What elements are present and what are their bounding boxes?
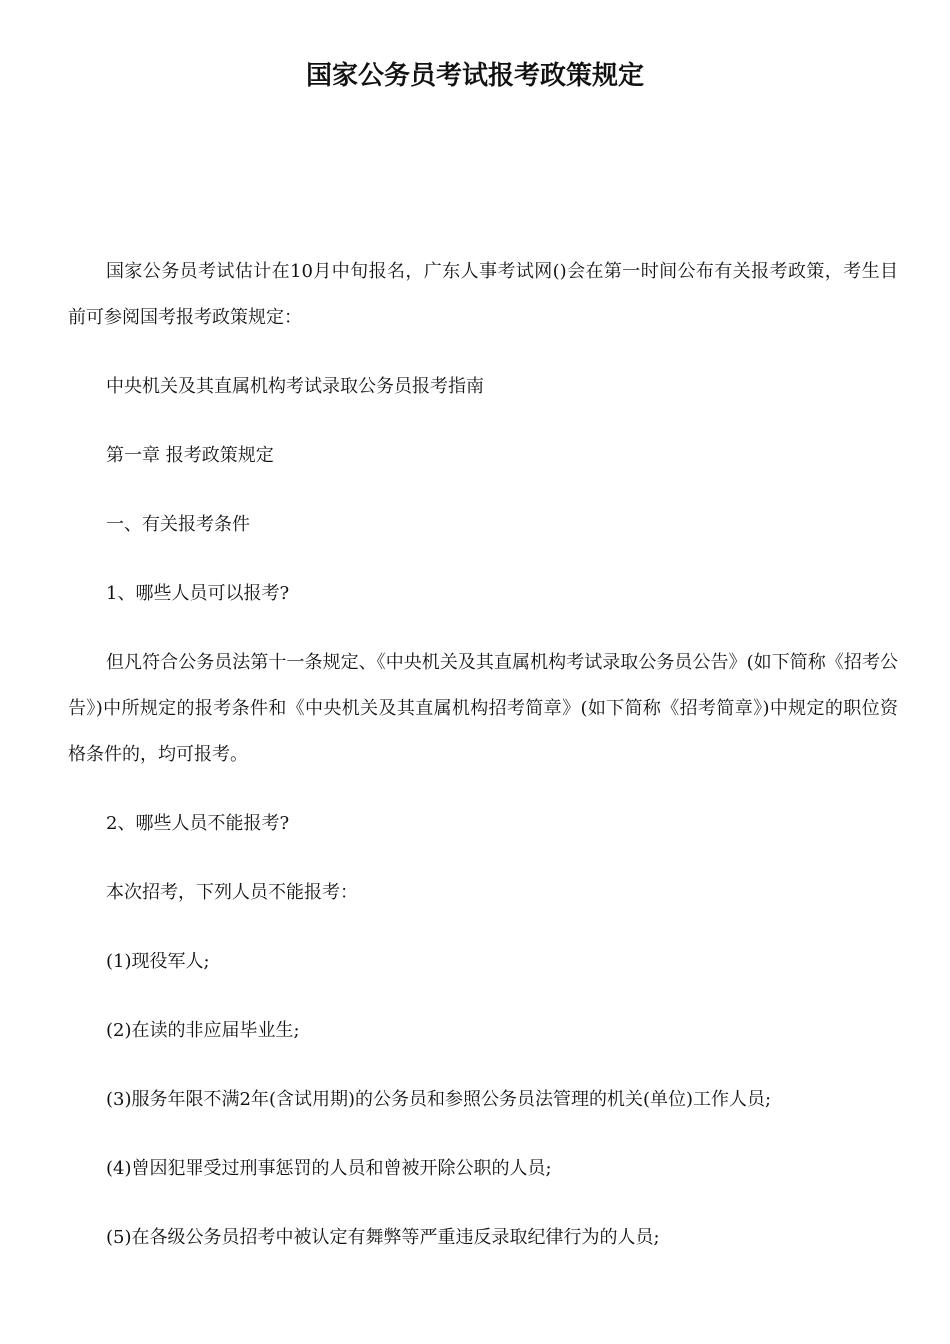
paragraph-answer-2-lead: 本次招考，下列人员不能报考： (106, 882, 358, 903)
paragraph-section-heading: 一、有关报考条件 (106, 514, 250, 535)
paragraph-answer-1: 但凡符合公务员法第十一条规定、《中央机关及其直属机构考试录取公务员公告》(如下简称《招考公告》)中所规定的报考条件和《中央机关及其直属机构招考简章》(如下简称《招考简章》)中规定的职位资格条件的，均可报考。 (68, 652, 898, 765)
paragraph-chapter-heading: 第一章 报考政策规定 (106, 445, 274, 466)
paragraph-question-1: 1、哪些人员可以报考? (106, 583, 290, 604)
list-item-3: (3)服务年限不满2年(含试用期)的公务员和参照公务员法管理的机关(单位)工作人员; (106, 1089, 772, 1110)
list-item-5: (5)在各级公务员招考中被认定有舞弊等严重违反录取纪律行为的人员; (106, 1227, 660, 1248)
list-item-1: (1)现役军人; (106, 951, 210, 972)
paragraph-guide-title: 中央机关及其直属机构考试录取公务员报考指南 (106, 376, 484, 397)
document-body (68, 249, 898, 1284)
list-item-4: (4)曾因犯罪受过刑事惩罚的人员和曾被开除公职的人员; (106, 1158, 552, 1179)
list-item-2: (2)在读的非应届毕业生; (106, 1020, 300, 1041)
paragraph-intro: 国家公务员考试估计在10月中旬报名，广东人事考试网()会在第一时间公布有关报考政策，考生目前可参阅国考报考政策规定： (68, 261, 898, 328)
document-title: 国家公务员考试报考政策规定 (305, 61, 644, 91)
paragraph-question-2: 2、哪些人员不能报考? (106, 813, 290, 834)
